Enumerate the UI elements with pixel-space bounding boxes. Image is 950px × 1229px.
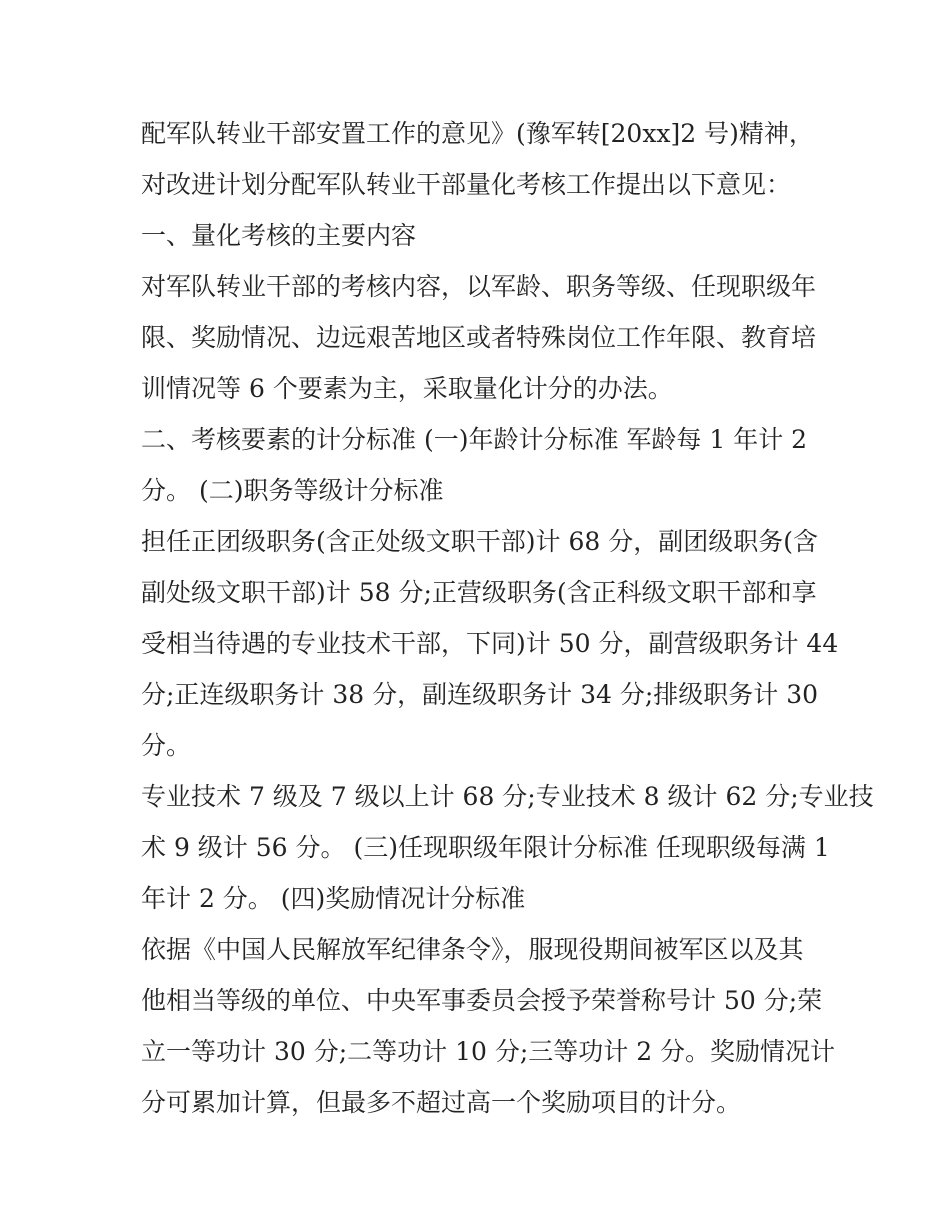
text-line: 依据《中国人民解放军纪律条令》，服现役期间被军区以及其 xyxy=(141,935,804,964)
text-line: 年计 2 分。 (四)奖励情况计分标准 xyxy=(141,884,526,913)
text-line: 训情况等 6 个要素为主，采取量化计分的办法。 xyxy=(141,374,673,403)
text-line: 术 9 级计 56 分。 (三)任现职级年限计分标准 任现职级每满 1 xyxy=(141,833,830,862)
text-line: 副处级文职干部)计 58 分;正营级职务(含正科级文职干部和享 xyxy=(141,578,817,607)
text-line: 配军队转业干部安置工作的意见》(豫军转[20xx]2 号)精神， xyxy=(141,119,814,148)
text-line: 受相当待遇的专业技术干部，下同)计 50 分，副营级职务计 44 xyxy=(141,629,839,658)
section-heading: 一、量化考核的主要内容 xyxy=(141,221,417,250)
document-body xyxy=(141,108,874,1128)
text-line: 分可累加计算，但最多不超过高一个奖励项目的计分。 xyxy=(141,1088,742,1117)
text-line: 二、考核要素的计分标准 (一)年龄计分标准 军龄每 1 年计 2 xyxy=(141,425,808,454)
text-line: 专业技术 7 级及 7 级以上计 68 分;专业技术 8 级计 62 分;专业技 xyxy=(141,782,874,811)
text-line: 对改进计划分配军队转业干部量化考核工作提出以下意见： xyxy=(141,170,792,199)
text-line: 限、奖励情况、边远艰苦地区或者特殊岗位工作年限、教育培 xyxy=(141,323,817,352)
text-line: 他相当等级的单位、中央军事委员会授予荣誉称号计 50 分;荣 xyxy=(141,986,823,1015)
text-line: 担任正团级职务(含正处级文职干部)计 68 分，副团级职务(含 xyxy=(141,527,818,556)
text-line: 立一等功计 30 分;二等功计 10 分;三等功计 2 分。奖励情况计 xyxy=(141,1037,836,1066)
text-line: 对军队转业干部的考核内容，以军龄、职务等级、任现职级年 xyxy=(141,272,817,301)
text-line: 分。 xyxy=(141,731,192,760)
text-line: 分。 (二)职务等级计分标准 xyxy=(141,476,444,505)
text-line: 分;正连级职务计 38 分，副连级职务计 34 分;排级职务计 30 xyxy=(141,680,819,709)
